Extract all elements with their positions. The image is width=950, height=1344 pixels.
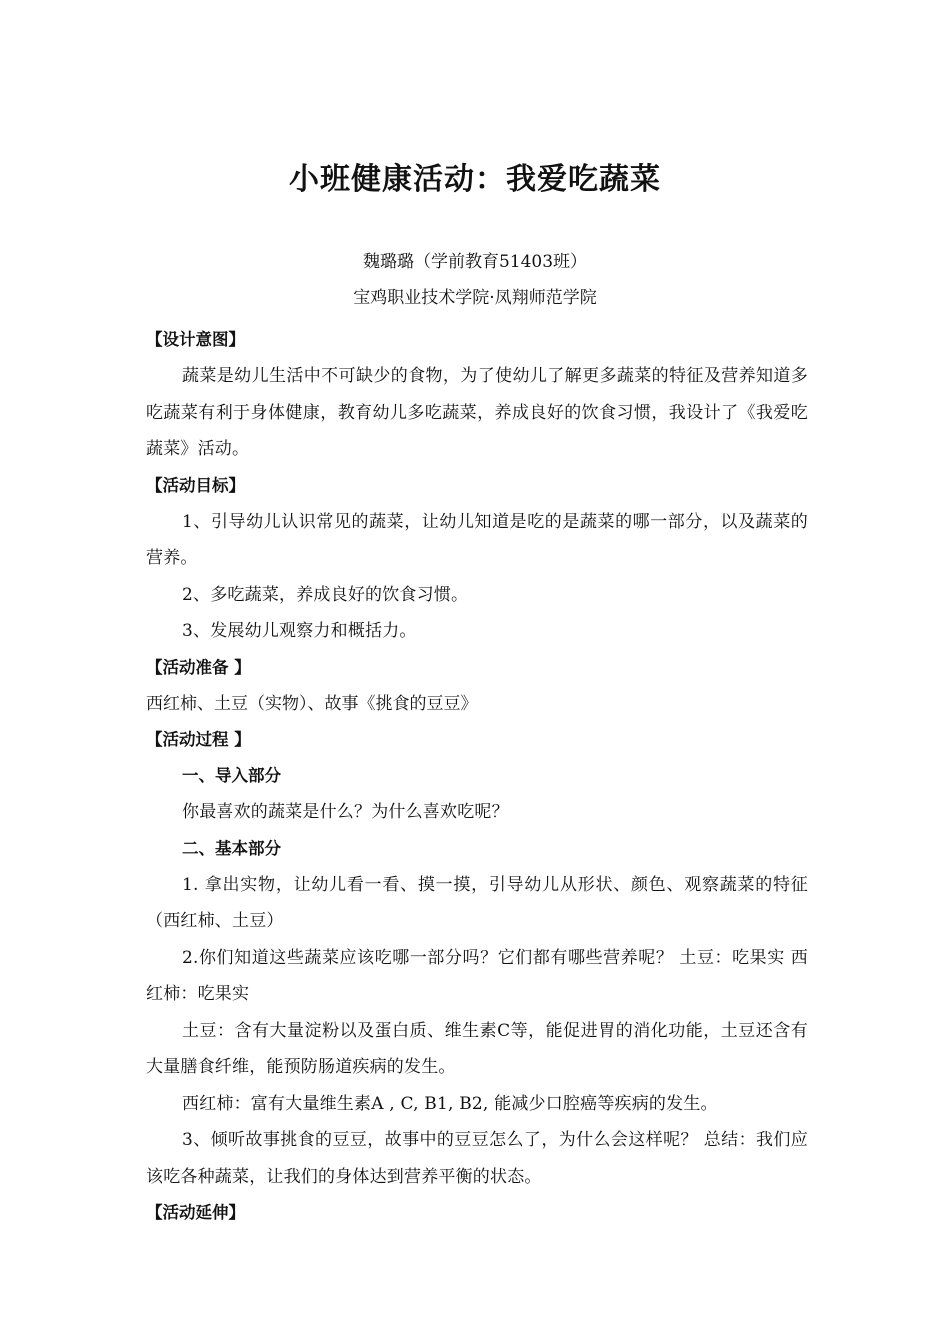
design-paragraph: 蔬菜是幼儿生活中不可缺少的食物，为了使幼儿了解更多蔬菜的特征及营养知道多吃蔬菜有利于身体健康，教育幼儿多吃蔬菜，养成良好的饮食习惯，我设计了《我爱吃蔬菜》活动。 [146, 366, 808, 459]
basic-part-heading: 二、基本部分 [182, 838, 281, 858]
process-heading: 【活动过程 】 [146, 730, 251, 749]
document-title: 小班健康活动：我爱吃蔬菜 [289, 162, 661, 197]
basic-step-3: 3、倾听故事挑食的豆豆，故事中的豆豆怎么了，为什么会这样呢？ 总结：我们应该吃各种蔬菜，让我们的身体达到营养平衡的状态。 [146, 1130, 808, 1187]
document-body [146, 322, 808, 1231]
intro-part-heading: 一、导入部分 [182, 766, 281, 785]
goal-item-3: 3、发展幼儿观察力和概括力。 [182, 621, 417, 641]
prep-paragraph: 西红柿、土豆（实物）、故事《挑食的豆豆》 [146, 693, 478, 714]
potato-nutrition-paragraph: 土豆：含有大量淀粉以及蛋白质、维生素C等，能促进胃的消化功能，土豆还含有大量膳食纤维，能预防肠道疾病的发生。 [146, 1020, 808, 1077]
school-line: 宝鸡职业技术学院·凤翔师范学院 [353, 288, 597, 308]
goal-item-2: 2、多吃蔬菜，养成良好的饮食习惯。 [182, 584, 469, 605]
tomato-nutrition-paragraph: 西红柿：富有大量维生素A , C, B1, B2, 能减少口腔癌等疾病的发生。 [182, 1093, 718, 1114]
basic-step-2: 2.你们知道这些蔬菜应该吃哪一部分吗？它们都有哪些营养呢？ 土豆：吃果实 西红柿：吃果实 [146, 947, 808, 1004]
extension-heading: 【活动延伸】 [146, 1203, 245, 1222]
design-heading: 【设计意图】 [146, 330, 245, 349]
goal-item-1: 1、引导幼儿认识常见的蔬菜，让幼儿知道是吃的是蔬菜的哪一部分，以及蔬菜的营养。 [146, 511, 808, 568]
author-line: 魏璐璐（学前教育51403班） [362, 252, 588, 272]
goals-heading: 【活动目标】 [146, 475, 245, 495]
intro-part-paragraph: 你最喜欢的蔬菜是什么？为什么喜欢吃呢？ [182, 802, 509, 822]
prep-heading: 【活动准备 】 [146, 657, 251, 677]
basic-step-1: 1. 拿出实物，让幼儿看一看、摸一摸，引导幼儿从形状、颜色、观察蔬菜的特征（西红柿、土豆） [146, 874, 808, 931]
